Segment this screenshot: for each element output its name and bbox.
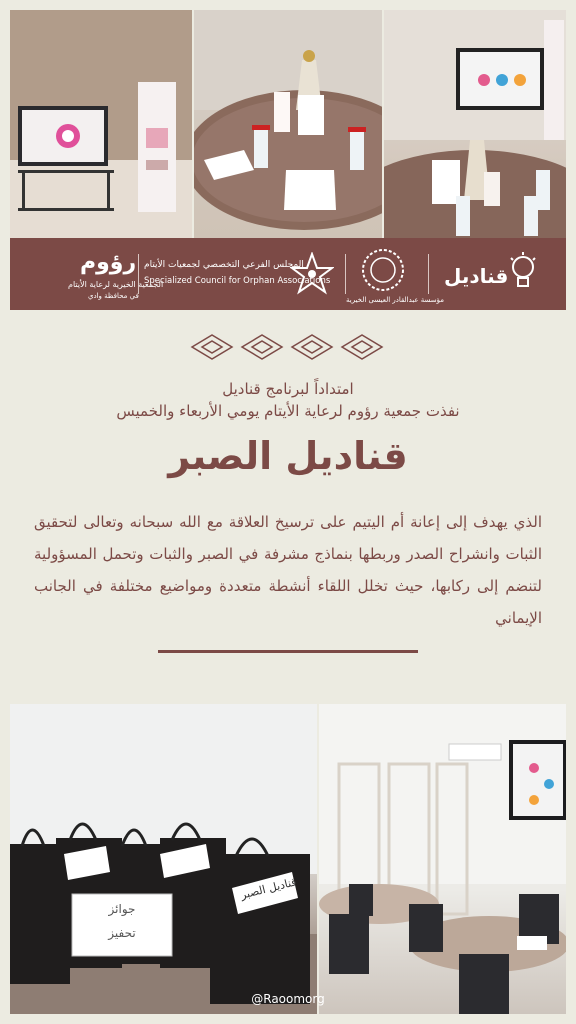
council-name-ar: المجلس الفرعي التخصصي لجمعيات الأيتام bbox=[144, 260, 304, 270]
photo-tv-room bbox=[10, 10, 192, 238]
council-name-en: Specialized Council for Orphan Associations bbox=[144, 276, 331, 286]
photo-meeting-room bbox=[319, 704, 566, 1014]
announcement-panel bbox=[10, 310, 566, 702]
triangle-ornament-icon bbox=[188, 332, 388, 362]
foundation-name: مؤسسة عبدالقادر العيسى الخيرية bbox=[346, 296, 445, 304]
photo-gift-bags bbox=[10, 704, 317, 1014]
raoom-subtitle-2: في محافظة وادي bbox=[88, 292, 139, 300]
raoom-subtitle: الجمعية الخيرية لرعاية الأيتام bbox=[68, 280, 164, 289]
program-description: الذي يهدف إلى إعانة أم اليتيم على ترسيخ العلاقة مع الله سبحانه وتعالى لتحقيق الثبات وانشراح الصدر وربطها بنماذج مشرفة في الصبر والثبات وتحمل المسؤولية لتنضم إلى ركابها، حيث تخلل اللقاء أنشطة متعددة ومواضيع مختلفة في الجانب الإيماني bbox=[34, 513, 542, 627]
photo-room-screen bbox=[384, 10, 566, 238]
box-label-2: تحفيز bbox=[108, 926, 136, 940]
lightbulb-icon bbox=[508, 252, 538, 292]
divider bbox=[158, 650, 418, 653]
box-label: جوائز bbox=[108, 902, 136, 916]
intro-line-2: نفذت جمعية رؤوم لرعاية الأيتام يومي الأربعاء والخميس bbox=[116, 402, 460, 420]
foundation-seal-icon bbox=[356, 246, 410, 294]
raoom-logo-text: رؤوم bbox=[80, 250, 137, 275]
bag-label: قناديل الصبر bbox=[239, 875, 298, 902]
divider bbox=[428, 254, 429, 294]
star-emblem-icon bbox=[290, 252, 334, 296]
photo-table bbox=[194, 10, 382, 238]
intro-line: امتداداً لبرنامج قناديل bbox=[222, 380, 354, 398]
program-title: قناديل الصبر bbox=[168, 434, 408, 478]
social-handle: @Raoomorg bbox=[251, 992, 325, 1006]
qanadeel-logo-text: قناديل bbox=[444, 264, 509, 288]
divider bbox=[345, 254, 346, 294]
logo-bar bbox=[10, 238, 566, 310]
